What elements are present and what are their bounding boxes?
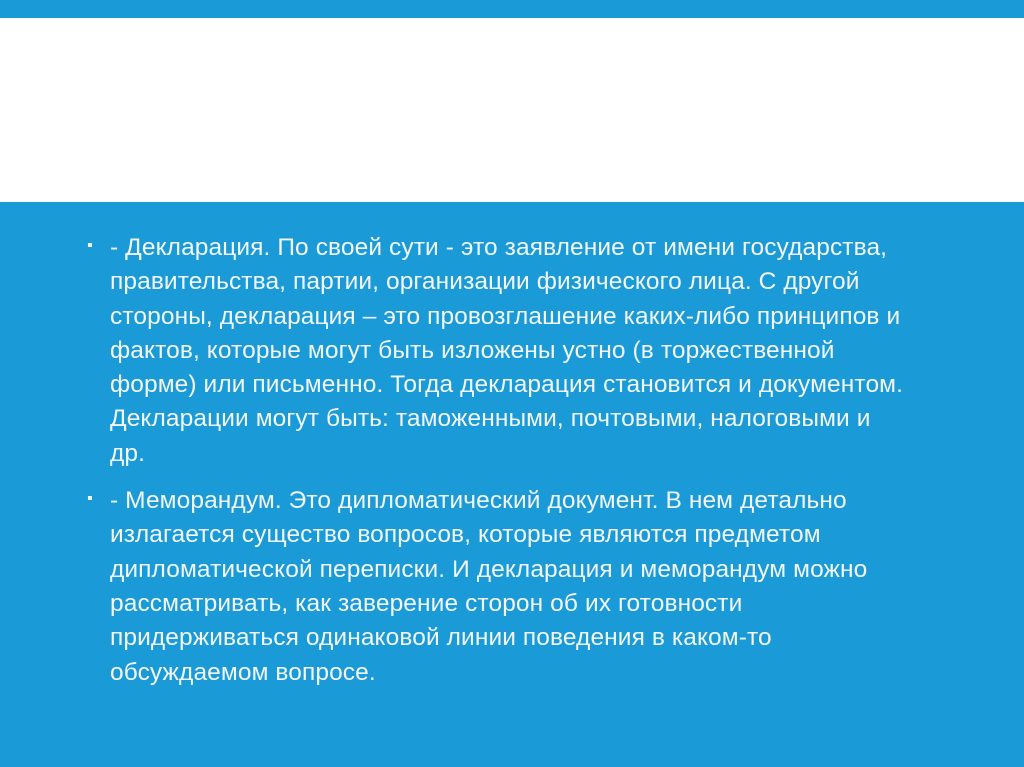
bullet-declaration-text: - Декларация. По своей сути - это заявление от имени государства, правительства, партии, организации физического лица. С другой стороны, декларация – это провозглашение каких-либо принципов и фактов, которые могут быть изложены устно (в торжественной форме) или письменно. Тогда декларация становится и документом. Декларации могут быть: таможенными, почтовыми, налоговыми и др.: [110, 234, 904, 467]
bullet-memorandum-text: - Меморандум. Это дипломатический документ. В нем детально излагается существо вопросов, которые являются предметом дипломатической переписки. И декларация и меморандум можно рассматривать, как заверение сторон об их готовности придерживаться одинаковой линии поведения в каком-то обсуждаемом вопросе.: [110, 487, 868, 686]
bullet-memorandum: [84, 484, 904, 690]
top-accent-band: [0, 0, 1024, 18]
bullet-list: [84, 231, 904, 703]
bullet-declaration: [84, 231, 904, 471]
slide-title-area: [0, 18, 1024, 202]
bullet-square-icon: ▪: [87, 237, 93, 254]
slide-content: [0, 202, 1024, 767]
bullet-square-icon: ▪: [87, 490, 93, 508]
